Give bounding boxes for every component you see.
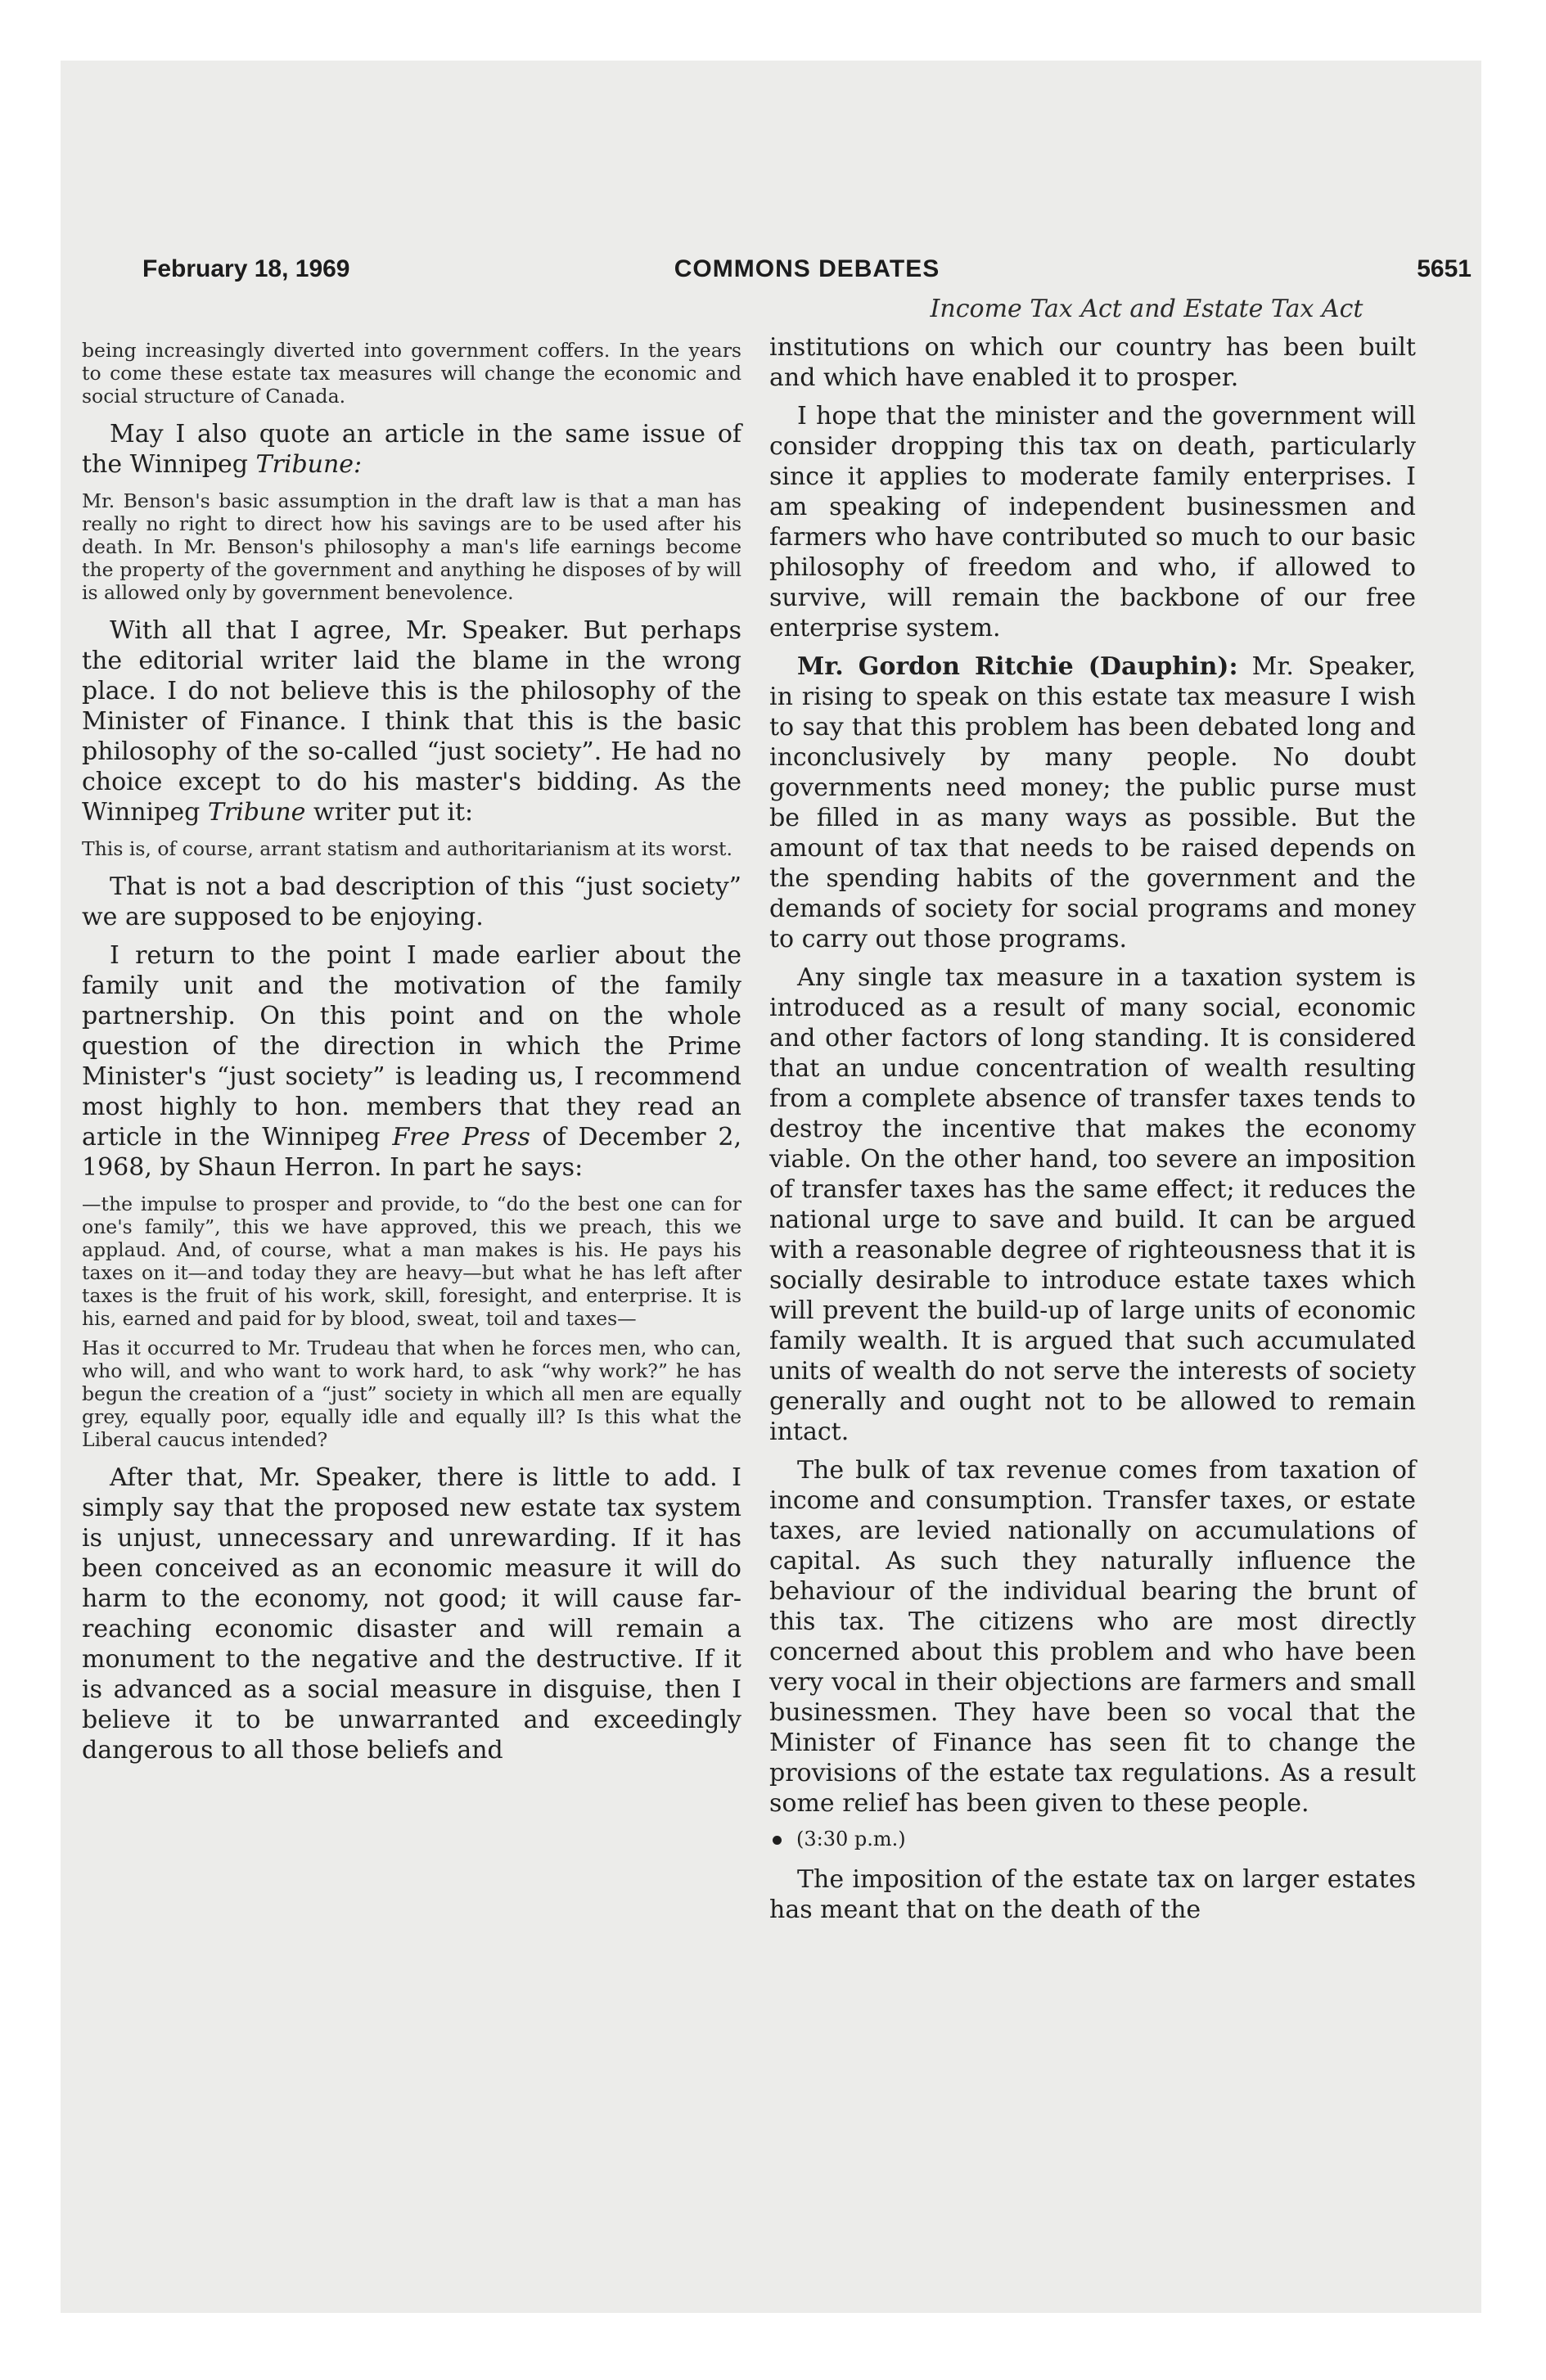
publication-name: Tribune: (255, 450, 363, 479)
paragraph-text: The bulk of tax revenue comes from taxation of income and consumption. Transfer taxes, or estate taxes, are levied nationally on accumulations of capital. As such they naturally influence the behaviour of the individual bearing the brunt of this tax. The citizens who are most directly concerned about this problem and who have been very vocal in their objections are farmers and small businessmen. They have been so vocal that the Minister of Finance has seen fit to change the provisions of the estate tax regulations. As a result some relief has been given to these people. (769, 1456, 1416, 1818)
left-column (82, 332, 741, 1774)
paragraph-text: of December 2, 1968, by Shaun Herron. In part he says: (82, 1123, 741, 1182)
paragraph (82, 940, 741, 1183)
paragraph-text: Mr. Speaker, in rising to speak on this estate tax measure I wish to say that this problem has been debated long and inconclusively by many people. No doubt governments need money; the public purse must be filled in as many ways as possible. But the amount of tax that needs to be raised depends on the spending habits of the government and the demands of society for social programs and money to carry out those programs. (769, 652, 1416, 953)
quotation-block: This is, of course, arrant statism and authoritarianism at its worst. (82, 837, 732, 860)
paragraph (769, 651, 1416, 954)
quotation-block: Has it occurred to Mr. Trudeau that when he forces men, who can, who will, and who want to work hard, to ask “why work?” he has begun the creation of a “just” society in which all men are equally grey, equally poor, equally idle and equally ill? Is this what the Liberal caucus intended? (82, 1336, 741, 1451)
paragraph (82, 419, 741, 480)
publication-name: Tribune (207, 798, 306, 827)
speaker-name: Mr. Gordon Ritchie (Dauphin): (797, 652, 1238, 681)
paragraph-text: writer put it: (305, 798, 474, 827)
header-date: February 18, 1969 (142, 255, 350, 282)
paragraph-text: I return to the point I made earlier about the family unit and the motivation of the family partnership. On this point and on the whole question of the direction in which the Prime Minister's “just society” is leading us, I recommend most highly to hon. members that they read an article in the Winnipeg (82, 941, 741, 1152)
paragraph-text: After that, Mr. Speaker, there is little to add. I simply say that the proposed new estate tax system is unjust, unnecessary and unrewarding. If it has been conceived as an economic measure it will do harm to the economy, not good; it will cause far-reaching economic disaster and will remain a monument to the negative and the destructive. If it is advanced as a social measure in disguise, then I believe it to be unwarranted and exceedingly dangerous to all those beliefs and (82, 1463, 741, 1765)
publication-name: Free Press (392, 1123, 530, 1152)
paragraph (82, 615, 741, 827)
header-page-number: 5651 (1417, 255, 1472, 282)
paragraph-text: With all that I agree, Mr. Speaker. But perhaps the editorial writer laid the blame in the wrong place. I do not believe this is the philosophy of the Minister of Finance. I think that this is the basic philosophy of the so-called “just society”. He had no choice except to do his master's bidding. As the Winnipeg (82, 616, 741, 827)
bullet-icon (773, 1836, 782, 1845)
page (61, 61, 1481, 2313)
time-marker (769, 1827, 1416, 1851)
header-publication-title: COMMONS DEBATES (674, 255, 940, 282)
time-marker-text: (3:30 p.m.) (796, 1828, 906, 1850)
quotation-block: Mr. Benson's basic assumption in the draft law is that a man has really no right to direct how his savings are to be used after his death. In Mr. Benson's philosophy a man's life earnings become the property of the government and anything he disposes of by will is allowed only by government benevolence. (82, 489, 741, 604)
paragraph-text: That is not a bad description of this “just society” we are supposed to be enjoying. (82, 872, 741, 931)
quotation-block: —the impulse to prosper and provide, to “do the best one can for one's family”, this we have approved, this we preach, this we applaud. And, of course, what a man makes is his. He pays his taxes on it—and today they are heavy—but what he has left after taxes is the fruit of his work, skill, foresight, and enterprise. It is his, earned and paid for by blood, sweat, toil and taxes— (82, 1192, 741, 1330)
paragraph (82, 1463, 741, 1765)
paragraph (82, 872, 741, 932)
paragraph-text: The imposition of the estate tax on larger estates has meant that on the death of the (769, 1865, 1416, 1924)
paragraph-text: May I also quote an article in the same issue of the Winnipeg (82, 420, 741, 479)
quotation-block: being increasingly diverted into government coffers. In the years to come these estate tax measures will change the economic and social structure of Canada. (82, 339, 741, 408)
paragraph (769, 1864, 1416, 1925)
right-column (769, 332, 1416, 1933)
page-header (142, 255, 1472, 288)
paragraph-text: I hope that the minister and the government will consider dropping this tax on death, particularly since it applies to moderate family enterprises. I am speaking of independent businessmen and farmers who have contributed so much to our basic philosophy of freedom and who, if allowed to survive, will remain the backbone of our free enterprise system. (769, 402, 1416, 642)
paragraph (769, 401, 1416, 643)
paragraph: institutions on which our country has been built and which have enabled it to prosper. (769, 333, 1416, 392)
paragraph (769, 1455, 1416, 1819)
running-subheading: Income Tax Act and Estate Tax Act (930, 295, 1363, 323)
paragraph-text: Any single tax measure in a taxation system is introduced as a result of many social, economic and other factors of long standing. It is considered that an undue concentration of wealth resulting from a complete absence of transfer taxes tends to destroy the incentive that makes the economy viable. On the other hand, too severe an imposition of transfer taxes has the same effect; it reduces the national urge to save and build. It can be argued with a reasonable degree of righteousness that it is socially desirable to introduce estate taxes which will prevent the build-up of large units of economic family wealth. It is argued that such accumulated units of wealth do not serve the interests of society generally and ought not to be allowed to remain intact. (769, 963, 1416, 1446)
paragraph (769, 962, 1416, 1447)
